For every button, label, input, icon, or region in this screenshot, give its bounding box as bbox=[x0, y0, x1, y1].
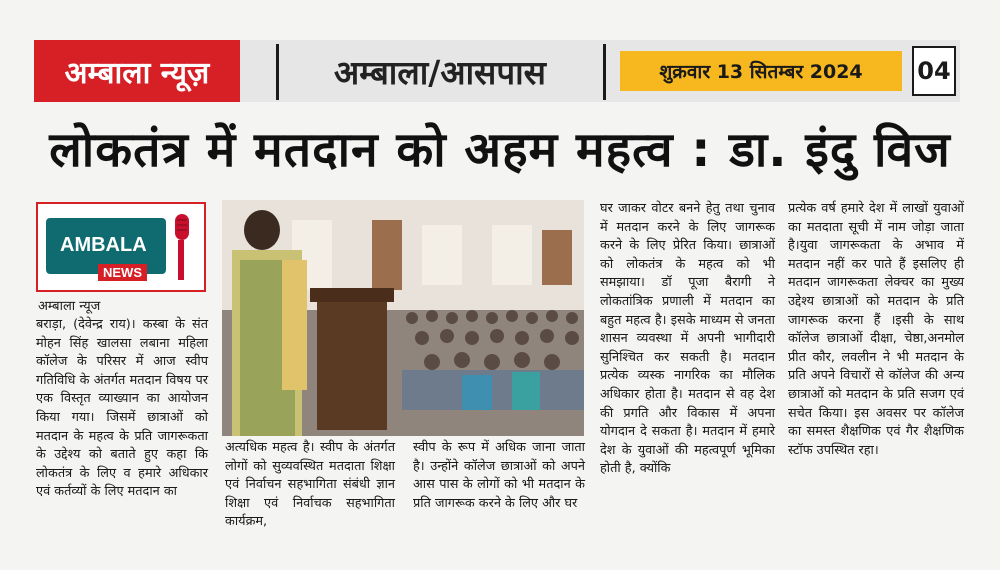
logo-news-label: NEWS bbox=[98, 264, 147, 281]
section-title: अम्बाला/आसपास bbox=[334, 52, 546, 92]
article-column-2: अत्यधिक महत्व है। स्वीप के अंतर्गत लोगों को सुव्यवस्थित मतदाता शिक्षा एवं निर्वाचन सहभागिता संबंधी ज्ञान शिक्षा एवं निर्वाचक सहभागिता कार्यक्रम, bbox=[225, 440, 395, 530]
masthead-brand: अम्बाला न्यूज़ bbox=[34, 40, 240, 102]
article-photo bbox=[222, 200, 584, 436]
logo-text: AMBALA bbox=[60, 234, 147, 256]
article-column-1: बराड़ा, (देवेन्द्र राय)। कस्बा के संत मोहन सिंह खालसा लबाना महिला कॉलेज के परिसर में आज स्वीप गतिविधि के अंतर्गत मतदान विषय पर एक विस्तृत व्याख्यान का आयोजन किया गया। जिसमें छात्राओं को मतदान के महत्व के प्रति जागरूकता के उद्देश्य को बताते हुए कहा कि लोकतंत्र के लिए व हमारे अधिकार एवं कर्तव्यों के लिए मतदान का bbox=[36, 317, 208, 500]
logo-badge bbox=[46, 218, 166, 280]
issue-date: शुक्रवार 13 सितम्बर 2024 bbox=[620, 51, 902, 91]
ambala-news-logo bbox=[36, 202, 206, 292]
lecture-hall-illustration bbox=[222, 200, 584, 436]
article-headline: लोकतंत्र में मतदान को अहम महत्व : डा. इंदु विज bbox=[49, 122, 951, 178]
article-column-3: स्वीप के रूप में अधिक जाना जाता है। उन्होंने कॉलेज छात्राओं को अपने आस पास के लोगों को भी मतदान के प्रति जागरूक करने के लिए और घर bbox=[413, 440, 585, 511]
masthead-divider bbox=[276, 44, 279, 100]
microphone-icon bbox=[170, 212, 192, 282]
article-column-5: प्रत्येक वर्ष हमारे देश में लाखों युवाओं का मतदाता सूची में नाम जोड़ा जाता है।युवा जागरूकता के अभाव में मतदान नहीं कर पाते हैं इसलिए ही मतदान जागरूकता लेक्चर का मुख्य उद्देश्य छात्राओं को मतदान के प्रति जागरूक करना हैं ।इसी के साथ कॉलेज छात्राओं दीक्षा, चेष्ठा,अनमोल प्रीत कौर, लवलीन ने भी मतदान के प्रति अपने विचारों से कॉलेज की अन्य छात्राओं को मतदान के प्रति सजग एवं सचेत किया। इस अवसर पर कॉलेज का समस्त शैक्षणिक एवं गैर शैक्षणिक स्टॉफ उपस्थित रहा। bbox=[788, 201, 964, 458]
byline: अम्बाला न्यूज bbox=[38, 299, 101, 314]
article-column-4: घर जाकर वोटर बनने हेतु तथा चुनाव में मतदान करने के लिए जागरूक करने के लिए प्रेरित किया। छात्राओं को लोकतंत्र के महत्व को भी समझाया। डॉ पूजा बैरागी ने लोकतांत्रिक प्रणाली में मतदान का बहुत महत्व है। इसके माध्यम से जनता शासन व्यवस्था में अपनी भागीदारी सुनिश्चित कर सकती है। मतदान प्रत्येक व्यस्क नागरिक का मौलिक अधिकार होता है। मतदान से वह देश की प्रगति और विकास में अपना योगदान दे सकता है। मतदान में हमारे देश के युवाओं की महत्वपूर्ण भूमिका होती है, क्योंकि bbox=[600, 201, 775, 477]
page-number: 04 bbox=[912, 46, 956, 96]
masthead-divider bbox=[603, 44, 606, 100]
